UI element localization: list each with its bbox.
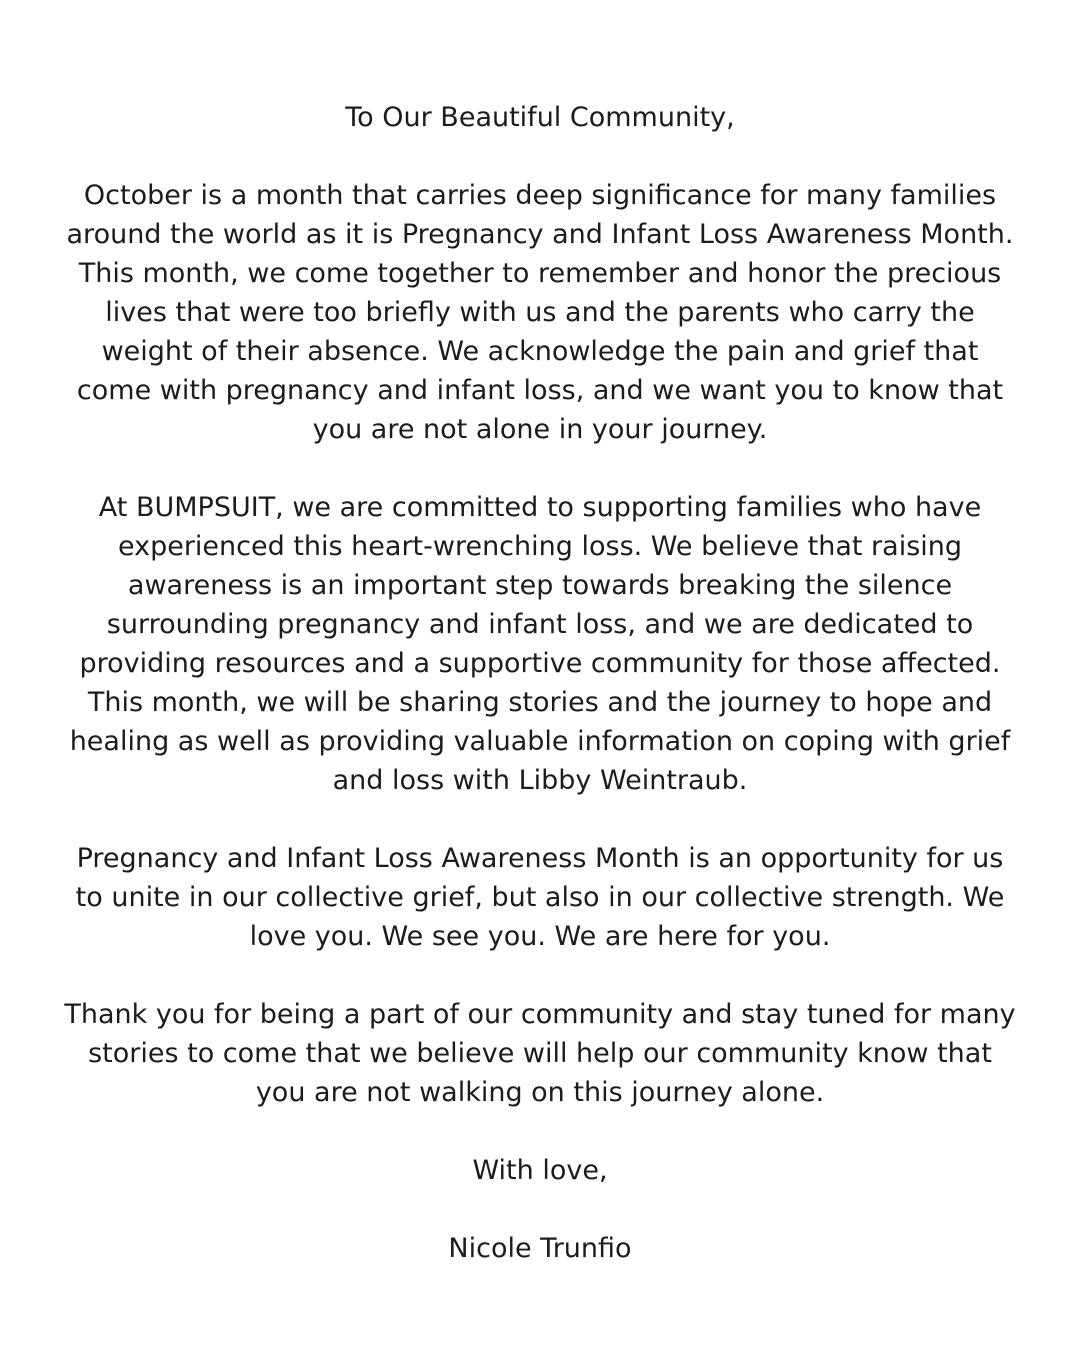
letter-greeting [40, 98, 1040, 137]
letter [40, 98, 1040, 1268]
paragraph-line: This month, we will be sharing stories and the journey to hope and [87, 687, 993, 718]
closing-line: With love, [472, 1155, 608, 1186]
paragraph-pregnancy-loss-month [40, 176, 1040, 449]
signature-line: Nicole Trunfio [448, 1233, 632, 1264]
paragraph-line: This month, we come together to remember and honor the precious [78, 258, 1002, 289]
paragraph-line: love you. We see you. We are here for you. [249, 921, 831, 952]
paragraph-line: surrounding pregnancy and infant loss, and we are dedicated to [106, 609, 974, 640]
paragraph-line: At BUMPSUIT, we are committed to supporting families who have [98, 492, 982, 523]
paragraph-line: lives that were too briefly with us and the parents who carry the [105, 297, 975, 328]
paragraph-line: you are not alone in your journey. [312, 414, 768, 445]
paragraph-line: experienced this heart-wrenching loss. We believe that raising [117, 531, 963, 562]
paragraph-line: you are not walking on this journey alone. [255, 1077, 825, 1108]
paragraph-bumpsuit-commitment [40, 488, 1040, 800]
paragraph-line: Thank you for being a part of our community and stay tuned for many [64, 999, 1016, 1030]
letter-signature [40, 1229, 1040, 1268]
paragraph-line: providing resources and a supportive community for those affected. [79, 648, 1001, 679]
paragraph-thank-you [40, 995, 1040, 1112]
paragraph-line: around the world as it is Pregnancy and Infant Loss Awareness Month. [66, 219, 1014, 250]
paragraph-line: come with pregnancy and infant loss, and we want you to know that [76, 375, 1004, 406]
letter-closing [40, 1151, 1040, 1190]
paragraph-line: to unite in our collective grief, but also in our collective strength. We [75, 882, 1005, 913]
paragraph-line: awareness is an important step towards breaking the silence [127, 570, 953, 601]
paragraph-line: stories to come that we believe will help our community know that [88, 1038, 992, 1069]
paragraph-line: healing as well as providing valuable information on coping with grief [69, 726, 1011, 757]
paragraph-line: Pregnancy and Infant Loss Awareness Month is an opportunity for us [76, 843, 1004, 874]
paragraph-line: October is a month that carries deep significance for many families [83, 180, 997, 211]
paragraph-line: and loss with Libby Weintraub. [332, 765, 748, 796]
paragraph-unite [40, 839, 1040, 956]
paragraph-line: weight of their absence. We acknowledge the pain and grief that [101, 336, 979, 367]
greeting-line: To Our Beautiful Community, [345, 102, 735, 133]
